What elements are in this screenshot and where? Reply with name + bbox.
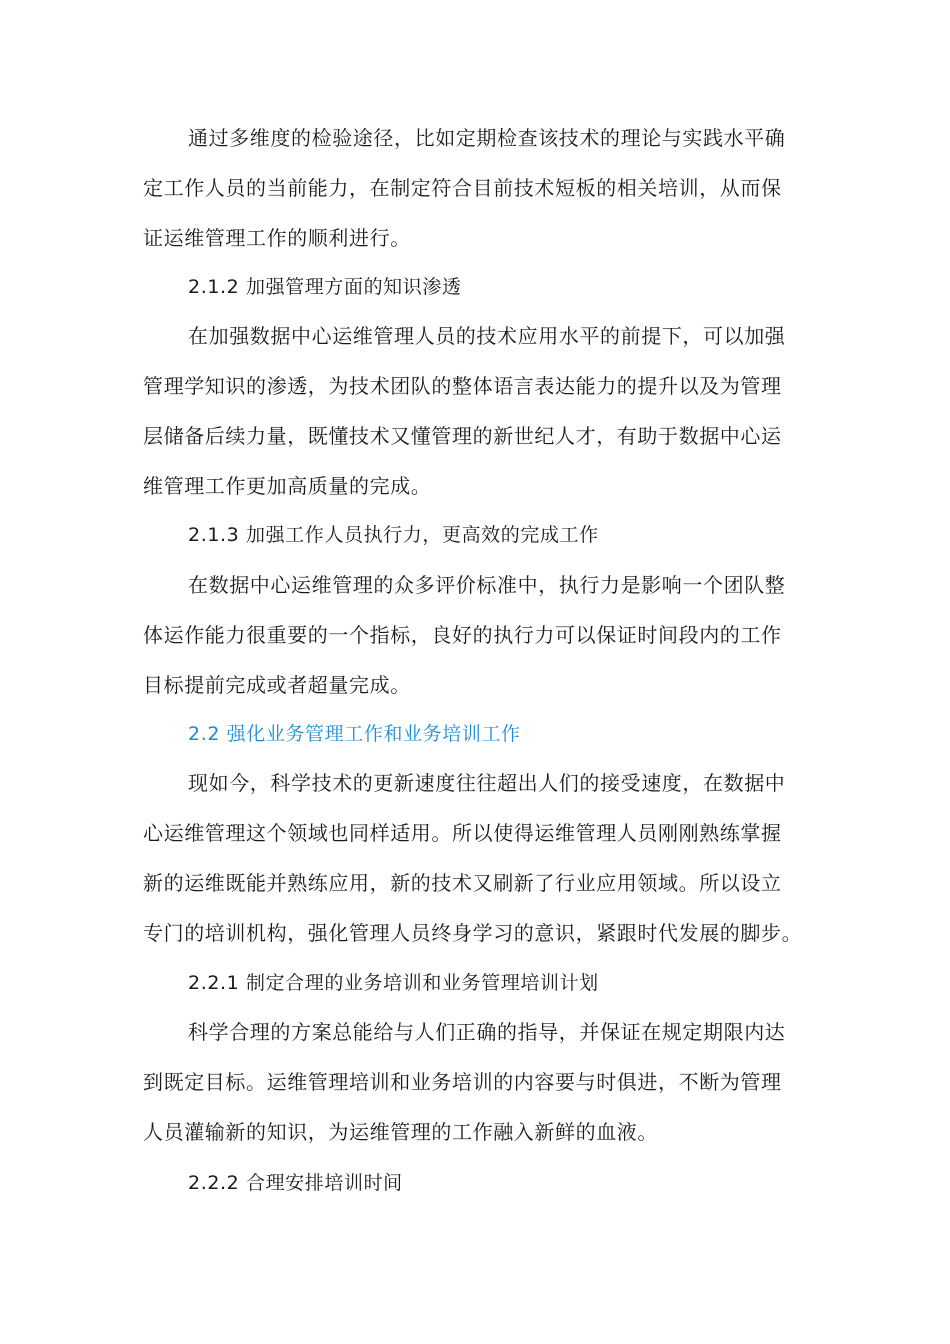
paragraph-line: 人员灌输新的知识，为运维管理的工作融入新鲜的血液。 bbox=[143, 1120, 658, 1144]
paragraph-management-knowledge bbox=[143, 311, 811, 511]
paragraph-training-plan bbox=[143, 1007, 811, 1157]
paragraph-line: 在数据中心运维管理的众多评价标准中，执行力是影响一个团队整 bbox=[188, 573, 786, 597]
heading-text: 2.1.3 加强工作人员执行力，更高效的完成工作 bbox=[188, 524, 599, 546]
heading-text: 2.2.2 合理安排培训时间 bbox=[188, 1172, 403, 1194]
paragraph-line: 专门的培训机构，强化管理人员终身学习的意识，紧跟时代发展的脚步。 bbox=[143, 921, 803, 945]
paragraph-line: 新的运维既能并熟练应用，新的技术又刷新了行业应用领域。所以设立 bbox=[143, 871, 782, 895]
paragraph-execution bbox=[143, 560, 811, 710]
section-heading-2-2-2 bbox=[143, 1158, 811, 1208]
paragraph-line: 目标提前完成或者超量完成。 bbox=[143, 673, 411, 697]
heading-text: 2.2.1 制定合理的业务培训和业务管理培训计划 bbox=[188, 972, 599, 994]
section-heading-2-2 bbox=[143, 709, 811, 759]
paragraph-line: 维管理工作更加高质量的完成。 bbox=[143, 474, 432, 498]
paragraph-line: 通过多维度的检验途径，比如定期检查该技术的理论与实践水平确 bbox=[188, 126, 786, 150]
paragraph-line: 现如今，科学技术的更新速度往往超出人们的接受速度，在数据中 bbox=[188, 771, 786, 795]
section-heading-2-2-1 bbox=[143, 958, 811, 1008]
paragraph-line: 体运作能力很重要的一个指标，良好的执行力可以保证时间段内的工作 bbox=[143, 623, 782, 647]
section-heading-2-1-2 bbox=[143, 262, 811, 312]
section-heading-2-1-3 bbox=[143, 510, 811, 560]
paragraph-skill-assessment bbox=[143, 113, 811, 263]
paragraph-line: 管理学知识的渗透，为技术团队的整体语言表达能力的提升以及为管理 bbox=[143, 374, 782, 398]
paragraph-line: 在加强数据中心运维管理人员的技术应用水平的前提下，可以加强 bbox=[188, 324, 786, 348]
heading-text: 2.1.2 加强管理方面的知识渗透 bbox=[188, 276, 462, 298]
paragraph-line: 科学合理的方案总能给与人们正确的指导，并保证在规定期限内达 bbox=[188, 1020, 786, 1044]
heading-text: 2.2 强化业务管理工作和业务培训工作 bbox=[188, 723, 521, 745]
paragraph-line: 定工作人员的当前能力，在制定符合目前技术短板的相关培训，从而保 bbox=[143, 176, 782, 200]
paragraph-line: 证运维管理工作的顺利进行。 bbox=[143, 226, 411, 250]
paragraph-training-need bbox=[143, 758, 811, 958]
paragraph-line: 到既定目标。运维管理培训和业务培训的内容要与时俱进，不断为管理 bbox=[143, 1070, 782, 1094]
paragraph-line: 层储备后续力量，既懂技术又懂管理的新世纪人才，有助于数据中心运 bbox=[143, 424, 782, 448]
paragraph-line: 心运维管理这个领域也同样适用。所以使得运维管理人员刚刚熟练掌握 bbox=[143, 821, 782, 845]
